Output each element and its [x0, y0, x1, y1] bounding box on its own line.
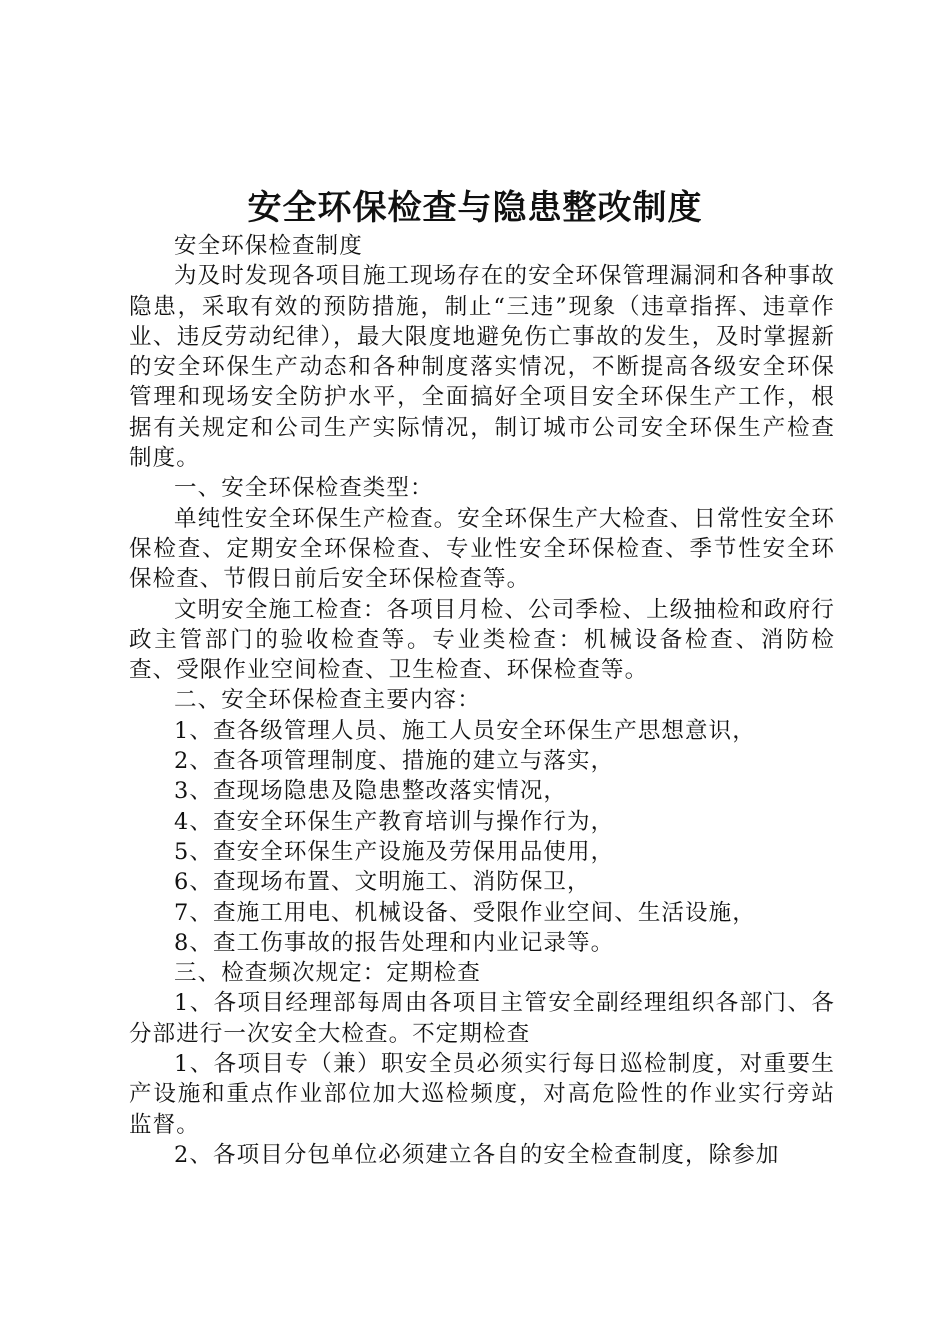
paragraph-heading-frequency: 三、检查频次规定：定期检查: [174, 960, 481, 987]
list-item-content-6: 6、查现场布置、文明施工、消防保卫，: [174, 869, 591, 896]
paragraph-section-heading: 安全环保检查制度: [174, 233, 363, 259]
paragraph-heading-types: 一、安全环保检查类型：: [174, 475, 434, 502]
list-item-content-7: 7、查施工用电、机械设备、受限作业空间、生活设施，: [174, 899, 756, 926]
list-item-content-2: 2、查各项管理制度、措施的建立与落实，: [174, 748, 615, 775]
document-body: [129, 231, 835, 1170]
document-title: 安全环保检查与隐患整改制度: [247, 188, 703, 228]
list-item-content-5: 5、查安全环保生产设施及劳保用品使用，: [174, 838, 615, 865]
list-item-content-3: 3、查现场隐患及隐患整改落实情况，: [174, 778, 568, 805]
paragraph-purpose: 为及时发现各项目施工现场存在的安全环保管理漏洞和各种事故隐患，采取有效的预防措施，制止“三违”现象（违章指挥、违章作业、违反劳动纪律），最大限度地避免伤亡事故的发生，及时掌握新的安全环保生产动态和各种制度落实情况，不断提高各级安全环保管理和现场安全防护水平，全面搞好全项目安全环保生产工作，根据有关规定和公司生产实际情况，制订城市公司安全环保生产检查制度。: [129, 263, 835, 472]
paragraph-types-single: 单纯性安全环保生产检查。安全环保生产大检查、日常性安全环保检查、定期安全环保检查、专业性安全环保检查、季节性安全环保检查、节假日前后安全环保检查等。: [129, 505, 835, 593]
paragraph-heading-contents: 二、安全环保检查主要内容：: [174, 687, 481, 714]
list-item-content-1: 1、查各级管理人员、施工人员安全环保生产思想意识，: [174, 717, 756, 744]
paragraph-types-civilized: 文明安全施工检查：各项目月检、公司季检、上级抽检和政府行政主管部门的验收检查等。专业类检查：机械设备检查、消防检查、受限作业空间检查、卫生检查、环保检查等。: [129, 596, 835, 684]
paragraph-frequency-regular: 1、各项目经理部每周由各项目主管安全副经理组织各部门、各分部进行一次安全大检查。不定期检查: [129, 990, 835, 1047]
list-item-content-8: 8、查工伤事故的报告处理和内业记录等。: [174, 929, 615, 956]
paragraph-frequency-daily: 1、各项目专（兼）职安全员必须实行每日巡检制度，对重要生产设施和重点作业部位加大巡检频度，对高危险性的作业实行旁站监督。: [129, 1051, 835, 1138]
list-item-content-4: 4、查安全环保生产教育培训与操作行为，: [174, 808, 615, 835]
paragraph-frequency-subcontractor: 2、各项目分包单位必须建立各自的安全检查制度，除参加: [174, 1141, 780, 1168]
